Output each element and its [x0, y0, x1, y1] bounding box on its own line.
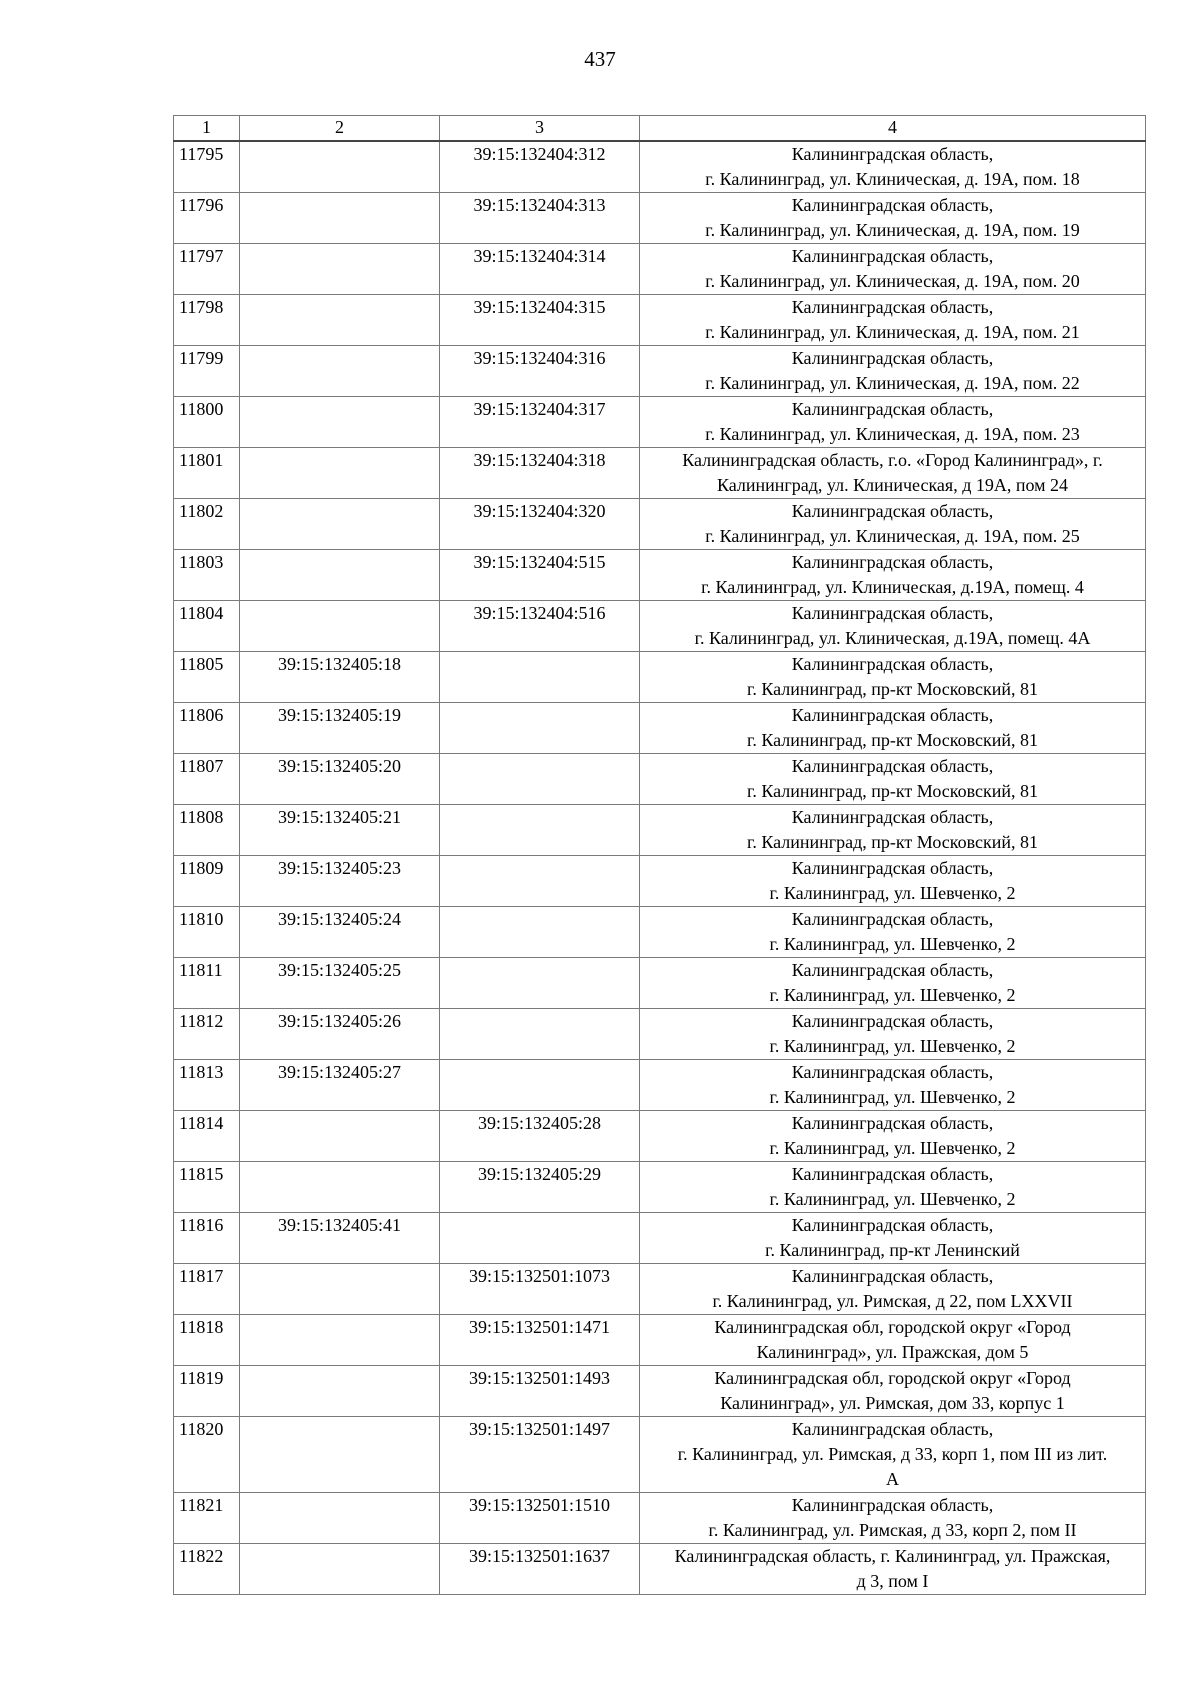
address-cell: Калининградская область, г. Калининград, ул. Шевченко, 2 [640, 1162, 1146, 1213]
object-cadastral-number-cell: 39:15:132404:313 [440, 193, 640, 244]
table-row [174, 907, 1146, 958]
object-cadastral-number-cell [440, 754, 640, 805]
object-cadastral-number-cell: 39:15:132404:314 [440, 244, 640, 295]
table-row [174, 1264, 1146, 1315]
row-number-cell: 11822 [174, 1544, 240, 1595]
address-cell: Калининградская область, г. Калининград, ул. Римская, д 33, корп 1, пом III из лит. А [640, 1417, 1146, 1493]
row-number-cell: 11801 [174, 448, 240, 499]
row-number-cell: 11807 [174, 754, 240, 805]
row-number-cell: 11802 [174, 499, 240, 550]
cadastral-number-cell [240, 601, 440, 652]
address-cell: Калининградская область, г. Калининград, пр-кт Ленинский [640, 1213, 1146, 1264]
cadastral-number-cell: 39:15:132405:24 [240, 907, 440, 958]
address-cell: Калининградская область, г. Калининград, пр-кт Московский, 81 [640, 805, 1146, 856]
column-header-1: 1 [174, 116, 240, 142]
object-cadastral-number-cell [440, 1009, 640, 1060]
address-cell: Калининградская область, г. Калининград, ул. Клиническая, д. 19А, пом. 19 [640, 193, 1146, 244]
row-number-cell: 11806 [174, 703, 240, 754]
address-cell: Калининградская область, г. Калининград, ул. Шевченко, 2 [640, 1060, 1146, 1111]
cadastral-number-cell [240, 550, 440, 601]
object-cadastral-number-cell [440, 703, 640, 754]
address-cell: Калининградская область, г. Калининград, ул. Клиническая, д.19А, помещ. 4 [640, 550, 1146, 601]
table-body [174, 141, 1146, 1595]
row-number-cell: 11819 [174, 1366, 240, 1417]
cadastral-number-cell: 39:15:132405:41 [240, 1213, 440, 1264]
table-row [174, 856, 1146, 907]
table-row [174, 193, 1146, 244]
object-cadastral-number-cell: 39:15:132501:1073 [440, 1264, 640, 1315]
cadastral-number-cell [240, 193, 440, 244]
row-number-cell: 11815 [174, 1162, 240, 1213]
object-cadastral-number-cell: 39:15:132501:1637 [440, 1544, 640, 1595]
row-number-cell: 11808 [174, 805, 240, 856]
address-cell: Калининградская область, г. Калининград, пр-кт Московский, 81 [640, 703, 1146, 754]
table-row [174, 550, 1146, 601]
cadastral-number-cell [240, 1544, 440, 1595]
row-number-cell: 11796 [174, 193, 240, 244]
cadastral-number-cell: 39:15:132405:27 [240, 1060, 440, 1111]
table-row [174, 1213, 1146, 1264]
object-cadastral-number-cell: 39:15:132405:29 [440, 1162, 640, 1213]
row-number-cell: 11813 [174, 1060, 240, 1111]
table-row [174, 754, 1146, 805]
table-header-row [174, 116, 1146, 142]
row-number-cell: 11810 [174, 907, 240, 958]
address-cell: Калининградская область, г. Калининград, ул. Шевченко, 2 [640, 1009, 1146, 1060]
address-cell: Калининградская область, г. Калининград, ул. Пражская, д 3, пом I [640, 1544, 1146, 1595]
address-cell: Калининградская область, г. Калининград, ул. Клиническая, д. 19А, пом. 18 [640, 141, 1146, 193]
cadastral-number-cell [240, 141, 440, 193]
object-cadastral-number-cell [440, 1213, 640, 1264]
object-cadastral-number-cell: 39:15:132404:515 [440, 550, 640, 601]
table-row [174, 805, 1146, 856]
object-cadastral-number-cell: 39:15:132404:516 [440, 601, 640, 652]
address-cell: Калининградская область, г. Калининград, ул. Клиническая, д. 19А, пом. 25 [640, 499, 1146, 550]
registry-table [173, 115, 1146, 1595]
cadastral-number-cell [240, 499, 440, 550]
object-cadastral-number-cell: 39:15:132404:320 [440, 499, 640, 550]
cadastral-number-cell [240, 1162, 440, 1213]
cadastral-number-cell [240, 1264, 440, 1315]
object-cadastral-number-cell [440, 652, 640, 703]
cadastral-number-cell [240, 1315, 440, 1366]
table-row [174, 1162, 1146, 1213]
address-cell: Калининградская область, г. Калининград, пр-кт Московский, 81 [640, 754, 1146, 805]
column-header-4: 4 [640, 116, 1146, 142]
row-number-cell: 11820 [174, 1417, 240, 1493]
table-row [174, 703, 1146, 754]
table-row [174, 1009, 1146, 1060]
cadastral-number-cell: 39:15:132405:23 [240, 856, 440, 907]
address-cell: Калининградская область, г. Калининград, ул. Шевченко, 2 [640, 856, 1146, 907]
row-number-cell: 11818 [174, 1315, 240, 1366]
column-header-2: 2 [240, 116, 440, 142]
object-cadastral-number-cell: 39:15:132404:315 [440, 295, 640, 346]
cadastral-number-cell [240, 1366, 440, 1417]
row-number-cell: 11797 [174, 244, 240, 295]
address-cell: Калининградская область, г. Калининград, ул. Клиническая, д.19А, помещ. 4А [640, 601, 1146, 652]
row-number-cell: 11798 [174, 295, 240, 346]
cadastral-number-cell: 39:15:132405:25 [240, 958, 440, 1009]
table-row [174, 1060, 1146, 1111]
address-cell: Калининградская обл, городской округ «Город Калининград», ул. Пражская, дом 5 [640, 1315, 1146, 1366]
table-row [174, 1493, 1146, 1544]
row-number-cell: 11812 [174, 1009, 240, 1060]
row-number-cell: 11795 [174, 141, 240, 193]
table-row [174, 346, 1146, 397]
cadastral-number-cell [240, 1111, 440, 1162]
cadastral-number-cell [240, 295, 440, 346]
row-number-cell: 11805 [174, 652, 240, 703]
address-cell: Калининградская область, г. Калининград, ул. Клиническая, д. 19А, пом. 21 [640, 295, 1146, 346]
object-cadastral-number-cell [440, 958, 640, 1009]
cadastral-number-cell [240, 346, 440, 397]
address-cell: Калининградская область, г. Калининград, пр-кт Московский, 81 [640, 652, 1146, 703]
object-cadastral-number-cell: 39:15:132405:28 [440, 1111, 640, 1162]
table-row [174, 499, 1146, 550]
table-row [174, 652, 1146, 703]
table-row [174, 601, 1146, 652]
address-cell: Калининградская область, г. Калининград, ул. Клиническая, д. 19А, пом. 23 [640, 397, 1146, 448]
table-row [174, 1366, 1146, 1417]
table-row [174, 295, 1146, 346]
table-row [174, 1417, 1146, 1493]
table-row [174, 1544, 1146, 1595]
column-header-3: 3 [440, 116, 640, 142]
address-cell: Калининградская область, г. Калининград, ул. Римская, д 33, корп 2, пом II [640, 1493, 1146, 1544]
object-cadastral-number-cell: 39:15:132404:318 [440, 448, 640, 499]
row-number-cell: 11811 [174, 958, 240, 1009]
cadastral-number-cell [240, 244, 440, 295]
object-cadastral-number-cell: 39:15:132501:1497 [440, 1417, 640, 1493]
address-cell: Калининградская область, г. Калининград, ул. Римская, д 22, пом LXXVII [640, 1264, 1146, 1315]
object-cadastral-number-cell: 39:15:132501:1510 [440, 1493, 640, 1544]
object-cadastral-number-cell [440, 907, 640, 958]
row-number-cell: 11800 [174, 397, 240, 448]
object-cadastral-number-cell: 39:15:132501:1493 [440, 1366, 640, 1417]
row-number-cell: 11816 [174, 1213, 240, 1264]
cadastral-number-cell: 39:15:132405:21 [240, 805, 440, 856]
table-row [174, 244, 1146, 295]
address-cell: Калининградская область, г. Калининград, ул. Шевченко, 2 [640, 958, 1146, 1009]
cadastral-number-cell [240, 397, 440, 448]
object-cadastral-number-cell [440, 805, 640, 856]
cadastral-number-cell: 39:15:132405:26 [240, 1009, 440, 1060]
address-cell: Калининградская обл, городской округ «Город Калининград», ул. Римская, дом 33, корпус 1 [640, 1366, 1146, 1417]
address-cell: Калининградская область, г. Калининград, ул. Шевченко, 2 [640, 1111, 1146, 1162]
object-cadastral-number-cell [440, 856, 640, 907]
address-cell: Калининградская область, г. Калининград, ул. Шевченко, 2 [640, 907, 1146, 958]
address-cell: Калининградская область, г. Калининград, ул. Клиническая, д. 19А, пом. 22 [640, 346, 1146, 397]
table-row [174, 141, 1146, 193]
address-cell: Калининградская область, г.о. «Город Калининград», г. Калининград, ул. Клиническая, д 19А, пом 24 [640, 448, 1146, 499]
row-number-cell: 11803 [174, 550, 240, 601]
table-row [174, 1111, 1146, 1162]
cadastral-number-cell: 39:15:132405:20 [240, 754, 440, 805]
cadastral-number-cell: 39:15:132405:19 [240, 703, 440, 754]
object-cadastral-number-cell: 39:15:132404:316 [440, 346, 640, 397]
cadastral-number-cell [240, 1417, 440, 1493]
page-number: 437 [584, 47, 616, 71]
row-number-cell: 11799 [174, 346, 240, 397]
cadastral-number-cell [240, 1493, 440, 1544]
row-number-cell: 11804 [174, 601, 240, 652]
cadastral-number-cell [240, 448, 440, 499]
object-cadastral-number-cell: 39:15:132404:317 [440, 397, 640, 448]
row-number-cell: 11817 [174, 1264, 240, 1315]
table-row [174, 448, 1146, 499]
object-cadastral-number-cell: 39:15:132501:1471 [440, 1315, 640, 1366]
row-number-cell: 11821 [174, 1493, 240, 1544]
object-cadastral-number-cell: 39:15:132404:312 [440, 141, 640, 193]
cadastral-number-cell: 39:15:132405:18 [240, 652, 440, 703]
table-row [174, 1315, 1146, 1366]
row-number-cell: 11814 [174, 1111, 240, 1162]
address-cell: Калининградская область, г. Калининград, ул. Клиническая, д. 19А, пом. 20 [640, 244, 1146, 295]
table-row [174, 397, 1146, 448]
object-cadastral-number-cell [440, 1060, 640, 1111]
table-row [174, 958, 1146, 1009]
row-number-cell: 11809 [174, 856, 240, 907]
